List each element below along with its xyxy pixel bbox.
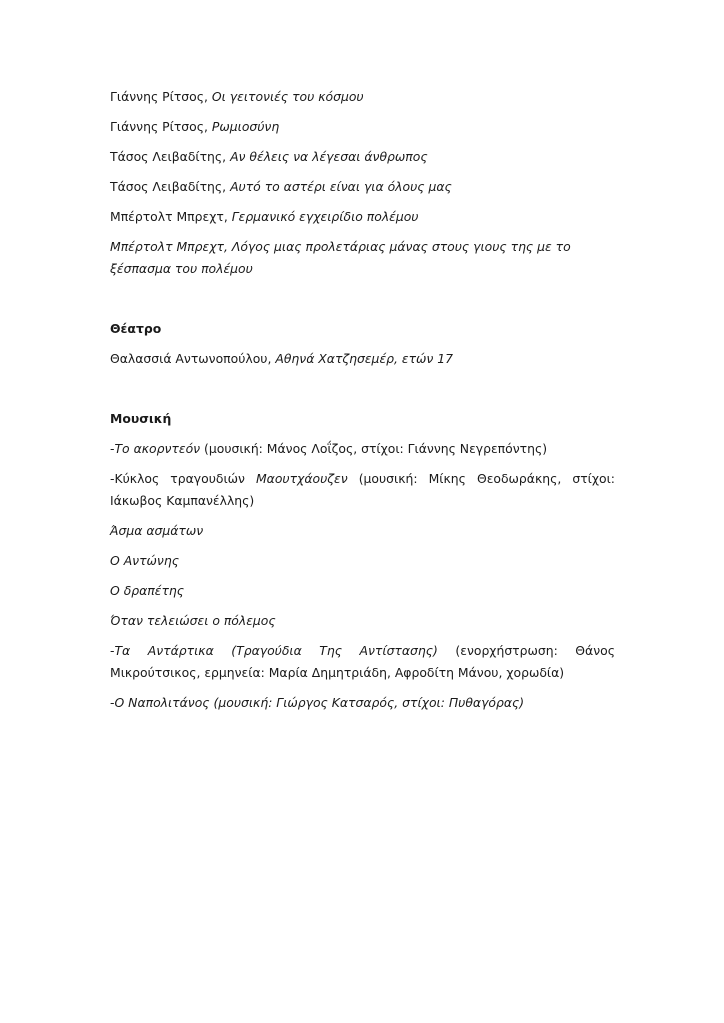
poetry-item xyxy=(110,236,615,280)
theatre-title: Αθηνά Χατζησεμέρ, ετών 17 xyxy=(275,351,454,366)
theatre-section xyxy=(110,318,615,370)
poetry-item xyxy=(110,176,615,198)
document-body xyxy=(110,86,615,722)
music-title: Ο Αντώνης xyxy=(110,553,179,568)
music-item xyxy=(110,520,615,542)
poetry-item xyxy=(110,206,615,228)
poetry-list xyxy=(110,86,615,280)
poetry-title: Γερμανικό εγχειρίδιο πολέμου xyxy=(231,209,419,224)
poetry-author: Τάσος Λειβαδίτης, xyxy=(110,179,227,194)
theatre-heading: Θέατρο xyxy=(110,321,162,336)
music-title: Άσμα ασμάτων xyxy=(110,523,204,538)
poetry-title: Μπέρτολτ Μπρεχτ, Λόγος μιας προλετάριας μάνας στους γιους της με το ξέσπασμα του πολέμου xyxy=(110,239,571,276)
music-item: -Ο Ναπολιτάνος (μουσική: Γιώργος Κατσαρός, στίχοι: Πυθαγόρας) xyxy=(110,695,525,710)
poetry-author: Μπέρτολτ Μπρεχτ, xyxy=(110,209,228,224)
music-item: -Κύκλος τραγουδιών Μαουτχάουζεν (μουσική: Μίκης Θεοδωράκης, στίχοι: Ιάκωβος Καμπανέλλης) xyxy=(110,471,615,508)
music-heading: Μουσική xyxy=(110,411,172,426)
music-title: Όταν τελειώσει ο πόλεμος xyxy=(110,613,276,628)
poetry-author: Τάσος Λειβαδίτης, xyxy=(110,149,227,164)
music-title: Τα Αντάρτικα (Τραγούδια Της Αντίστασης) xyxy=(114,643,438,658)
poetry-item xyxy=(110,86,615,108)
poetry-item xyxy=(110,146,615,168)
music-title: Μαουτχάουζεν xyxy=(255,471,348,486)
poetry-author: Γιάννης Ρίτσος, xyxy=(110,89,208,104)
poetry-author: Γιάννης Ρίτσος, xyxy=(110,119,208,134)
music-item xyxy=(110,610,615,632)
poetry-title: Οι γειτονιές του κόσμου xyxy=(211,89,364,104)
music-item: -Το ακορντεόν (μουσική: Μάνος Λοΐζος, στίχοι: Γιάννης Νεγρεπόντης) xyxy=(110,441,548,456)
music-item: -Τα Αντάρτικα (Τραγούδια Της Αντίστασης) (ενορχήστρωση: Θάνος Μικρούτσικος, ερμηνεία: Μαρία Δημητριάδη, Αφροδίτη Μάνου, χορωδία) xyxy=(110,643,615,680)
music-item xyxy=(110,550,615,572)
music-title: Το ακορντεόν xyxy=(114,441,201,456)
music-title: Ο δραπέτης xyxy=(110,583,185,598)
music-title: Ο Ναπολιτάνος (μουσική: Γιώργος Κατσαρός, στίχοι: Πυθαγόρας) xyxy=(114,695,525,710)
poetry-title: Αν θέλεις να λέγεσαι άνθρωπος xyxy=(230,149,428,164)
poetry-title: Αυτό το αστέρι είναι για όλους μας xyxy=(230,179,452,194)
music-section xyxy=(110,408,615,714)
theatre-item xyxy=(110,348,615,370)
theatre-author: Θαλασσιά Αντωνοπούλου, xyxy=(110,351,272,366)
poetry-title: Ρωμιοσύνη xyxy=(211,119,280,134)
music-item xyxy=(110,580,615,602)
poetry-item xyxy=(110,116,615,138)
